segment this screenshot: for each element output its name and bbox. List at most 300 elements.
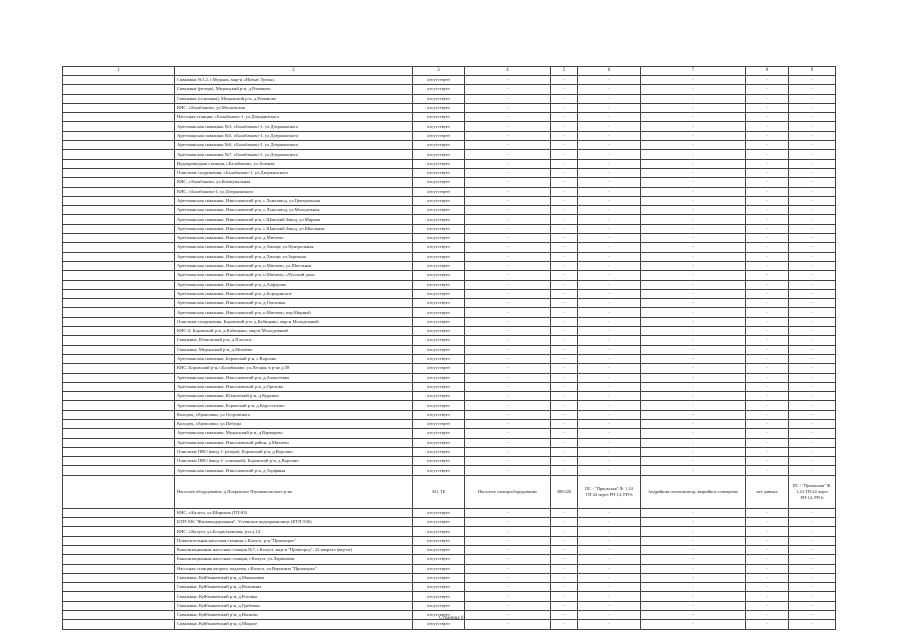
table-cell: отсутствует bbox=[413, 555, 465, 564]
table-cell: Насосное электрооборудование bbox=[465, 475, 551, 508]
table-cell: - bbox=[465, 317, 551, 326]
table-row bbox=[63, 103, 836, 112]
table-cell: - bbox=[641, 215, 746, 224]
table-cell: - bbox=[746, 178, 789, 187]
table-cell: Артезианская скважина, Износковский р-н, с.Льнозавод, ул.Центральная bbox=[175, 196, 413, 205]
table-cell: - bbox=[789, 243, 836, 252]
table-cell: Артезианская скважина, Износковский р-н, с.Шанский Завод, ул.Мирная bbox=[175, 215, 413, 224]
table-row bbox=[63, 527, 836, 536]
table-cell: - bbox=[578, 438, 641, 447]
table-cell: отсутствует bbox=[413, 224, 465, 233]
table-cell: Скважина, Куйбышевский р-н, д.Роговка bbox=[175, 592, 413, 601]
table-row bbox=[63, 392, 836, 401]
table-cell: - bbox=[641, 518, 746, 527]
table-cell: - bbox=[746, 536, 789, 545]
table-cell: отсутствует bbox=[413, 392, 465, 401]
table-row bbox=[63, 564, 836, 573]
table-cell: - bbox=[465, 555, 551, 564]
table-cell: отсутствует bbox=[413, 447, 465, 456]
table-cell: отсутствует bbox=[413, 308, 465, 317]
table-cell: - bbox=[465, 564, 551, 573]
table-cell: - bbox=[578, 317, 641, 326]
table-cell: - bbox=[746, 224, 789, 233]
table-cell: - bbox=[789, 527, 836, 536]
table-cell: - bbox=[789, 401, 836, 410]
table-row bbox=[63, 466, 836, 475]
table-cell: - bbox=[465, 150, 551, 159]
table-cell: - bbox=[551, 620, 578, 629]
table-row bbox=[63, 113, 836, 122]
table-cell: - bbox=[746, 85, 789, 94]
table-cell: - bbox=[746, 466, 789, 475]
table-cell: - bbox=[641, 271, 746, 280]
table-row bbox=[63, 345, 836, 354]
table-cell: - bbox=[551, 261, 578, 270]
table-cell: - bbox=[641, 85, 746, 94]
table-cell: - bbox=[641, 317, 746, 326]
table-cell: - bbox=[578, 94, 641, 103]
table-cell: - bbox=[641, 555, 746, 564]
table-row bbox=[63, 141, 836, 150]
table-cell: - bbox=[641, 401, 746, 410]
table-row bbox=[63, 271, 836, 280]
table-cell: - bbox=[578, 76, 641, 85]
table-cell: отсутствует bbox=[413, 206, 465, 215]
table-cell: - bbox=[465, 466, 551, 475]
table-cell: - bbox=[789, 122, 836, 131]
table-cell bbox=[63, 564, 175, 573]
table-cell: - bbox=[746, 94, 789, 103]
table-cell bbox=[63, 76, 175, 85]
table-cell: - bbox=[789, 252, 836, 261]
table-cell: - bbox=[789, 317, 836, 326]
table-cell: - bbox=[465, 113, 551, 122]
table-cell: - bbox=[789, 555, 836, 564]
table-cell: Артезианская скважина, Боровский р-н, д.Коростелево bbox=[175, 401, 413, 410]
table-cell: - bbox=[746, 252, 789, 261]
table-cell: 380/220 bbox=[551, 475, 578, 508]
table-row bbox=[63, 289, 836, 298]
header-cell: 5 bbox=[551, 67, 578, 76]
table-cell: - bbox=[578, 564, 641, 573]
table-cell: - bbox=[465, 131, 551, 140]
table-cell: - bbox=[578, 620, 641, 629]
table-cell: - bbox=[465, 611, 551, 620]
table-cell bbox=[63, 103, 175, 112]
table-cell: - bbox=[641, 545, 746, 554]
table-cell: Очистные сооружения, г.Балабаново-1, ул.Дзержинского bbox=[175, 168, 413, 177]
table-cell: - bbox=[746, 122, 789, 131]
table-cell: Скважина, Куйбышевский р-н, д.Мамоновка bbox=[175, 573, 413, 582]
table-cell: - bbox=[465, 271, 551, 280]
table-cell: отсутствует bbox=[413, 564, 465, 573]
table-cell: - bbox=[789, 76, 836, 85]
table-row bbox=[63, 196, 836, 205]
table-cell: - bbox=[465, 261, 551, 270]
table-cell: - bbox=[551, 280, 578, 289]
table-cell bbox=[63, 122, 175, 131]
table-cell: - bbox=[641, 336, 746, 345]
table-cell: Насосная станция второго подъема, г.Калуга, ул.Веригина "Приокорье" bbox=[175, 564, 413, 573]
table-row-detailed bbox=[63, 475, 836, 508]
table-cell: отсутствует bbox=[413, 457, 465, 466]
table-cell: - bbox=[641, 206, 746, 215]
table-cell bbox=[63, 289, 175, 298]
table-cell: - bbox=[551, 206, 578, 215]
table-cell: - bbox=[789, 289, 836, 298]
table-cell: - bbox=[641, 299, 746, 308]
table-cell: - bbox=[789, 150, 836, 159]
table-cell: отсутствует bbox=[413, 536, 465, 545]
table-cell: - bbox=[641, 354, 746, 363]
table-cell: - bbox=[578, 466, 641, 475]
table-cell bbox=[63, 518, 175, 527]
table-cell: - bbox=[578, 345, 641, 354]
table-cell: - bbox=[746, 336, 789, 345]
table-cell: - bbox=[465, 373, 551, 382]
data-table bbox=[62, 66, 836, 630]
table-cell bbox=[63, 573, 175, 582]
table-cell: КНС-2, Боровский р-н, д.Кабицыно, мкр-н Молодежный bbox=[175, 327, 413, 336]
table-row bbox=[63, 122, 836, 131]
table-cell: - bbox=[789, 438, 836, 447]
table-cell: КНС, г.Калуга, ул.Болдюсьевская, р-н д.14 bbox=[175, 527, 413, 536]
table-cell: - bbox=[578, 527, 641, 536]
table-cell: - bbox=[789, 373, 836, 382]
table-cell: - bbox=[465, 196, 551, 205]
table-cell: отсутствует bbox=[413, 76, 465, 85]
table-cell: КНС, г.Балабаново, ул.Коммунальная bbox=[175, 178, 413, 187]
table-cell: - bbox=[551, 382, 578, 391]
table-cell: - bbox=[578, 234, 641, 243]
table-cell: - bbox=[789, 141, 836, 150]
table-cell: - bbox=[465, 336, 551, 345]
table-row bbox=[63, 150, 836, 159]
table-row bbox=[63, 178, 836, 187]
table-cell: - bbox=[465, 592, 551, 601]
table-row bbox=[63, 336, 836, 345]
table-cell: - bbox=[641, 447, 746, 456]
table-cell: - bbox=[789, 308, 836, 317]
table-cell: Скважина (резерв), Медынский р-н, д.Романово bbox=[175, 85, 413, 94]
table-row bbox=[63, 429, 836, 438]
table-row bbox=[63, 382, 836, 391]
table-cell: - bbox=[465, 429, 551, 438]
table-cell: - bbox=[746, 518, 789, 527]
table-cell: Очистные ПВО (ввод 2- основной), Боровский р-н, д.Ворсино bbox=[175, 457, 413, 466]
table-row bbox=[63, 131, 836, 140]
table-cell: - bbox=[551, 601, 578, 610]
table-cell: - bbox=[789, 113, 836, 122]
table-cell: Артезианская скважина, Износковский р-н, п.Мятлево, «Русский дом» bbox=[175, 271, 413, 280]
table-cell: отсутствует bbox=[413, 113, 465, 122]
table-cell: - bbox=[746, 150, 789, 159]
table-cell: - bbox=[578, 364, 641, 373]
table-cell: - bbox=[465, 447, 551, 456]
table-cell: - bbox=[551, 354, 578, 363]
table-cell: - bbox=[746, 299, 789, 308]
table-cell: - bbox=[578, 131, 641, 140]
table-cell: Скважина, Куйбышевский р-н, д.Васково bbox=[175, 611, 413, 620]
table-cell: - bbox=[578, 601, 641, 610]
table-cell: - bbox=[789, 224, 836, 233]
table-cell: - bbox=[465, 94, 551, 103]
table-row bbox=[63, 327, 836, 336]
table-cell: отсутствует bbox=[413, 601, 465, 610]
table-cell: - bbox=[789, 94, 836, 103]
table-cell bbox=[63, 429, 175, 438]
table-cell bbox=[63, 317, 175, 326]
table-cell bbox=[63, 215, 175, 224]
table-cell: отсутствует bbox=[413, 94, 465, 103]
table-cell: - bbox=[551, 611, 578, 620]
table-cell: отсутствует bbox=[413, 364, 465, 373]
table-cell: Артезианская скважина, Износковский р-н, с.Льнозавод, ул.Молодежная bbox=[175, 206, 413, 215]
table-cell: - bbox=[465, 141, 551, 150]
table-cell: - bbox=[641, 122, 746, 131]
table-cell: - bbox=[789, 327, 836, 336]
table-cell: - bbox=[551, 85, 578, 94]
table-cell bbox=[63, 410, 175, 419]
table-cell: - bbox=[551, 168, 578, 177]
table-cell: отсутствует bbox=[413, 168, 465, 177]
table-cell bbox=[63, 466, 175, 475]
table-cell: - bbox=[746, 573, 789, 582]
table-cell: Артезианская скважина, Износковский р-н, д.Ольховка bbox=[175, 299, 413, 308]
table-cell bbox=[63, 419, 175, 428]
table-cell: - bbox=[465, 206, 551, 215]
table-cell bbox=[63, 85, 175, 94]
table-cell: - bbox=[746, 564, 789, 573]
table-cell: - bbox=[551, 122, 578, 131]
table-row bbox=[63, 215, 836, 224]
table-cell: - bbox=[578, 122, 641, 131]
table-cell: Артезианская скважина, Износковский р-н, п.Мятлево, ул.Школьная bbox=[175, 261, 413, 270]
table-cell: - bbox=[641, 196, 746, 205]
table-cell: - bbox=[578, 327, 641, 336]
table-cell: - bbox=[551, 429, 578, 438]
table-cell: - bbox=[465, 76, 551, 85]
table-cell: - bbox=[578, 555, 641, 564]
table-cell: - bbox=[465, 289, 551, 298]
table-cell bbox=[63, 234, 175, 243]
table-cell: - bbox=[465, 252, 551, 261]
table-cell bbox=[63, 327, 175, 336]
table-cell: - bbox=[551, 508, 578, 517]
table-cell: Артезианская скважина, Износковский р-н, д.Хвощи, ул.Заречная bbox=[175, 252, 413, 261]
table-cell: - bbox=[551, 527, 578, 536]
table-cell: отсутствует bbox=[413, 573, 465, 582]
table-cell: - bbox=[746, 592, 789, 601]
table-cell: - bbox=[578, 224, 641, 233]
table-row bbox=[63, 518, 836, 527]
table-cell: - bbox=[641, 508, 746, 517]
table-cell: - bbox=[551, 243, 578, 252]
table-cell: - bbox=[551, 373, 578, 382]
table-cell: - bbox=[641, 583, 746, 592]
table-cell: - bbox=[641, 168, 746, 177]
table-cell: - bbox=[465, 536, 551, 545]
table-cell: - bbox=[551, 327, 578, 336]
table-cell: отсутствует bbox=[413, 620, 465, 629]
table-cell: - bbox=[641, 150, 746, 159]
table-cell: - bbox=[746, 243, 789, 252]
table-cell: - bbox=[551, 234, 578, 243]
header-cell: 1 bbox=[63, 67, 175, 76]
table-cell bbox=[63, 280, 175, 289]
table-cell: - bbox=[465, 159, 551, 168]
table-row bbox=[63, 508, 836, 517]
table-cell: - bbox=[465, 85, 551, 94]
table-cell: - bbox=[641, 438, 746, 447]
table-cell: - bbox=[578, 289, 641, 298]
table-cell: - bbox=[641, 131, 746, 140]
table-cell: - bbox=[641, 620, 746, 629]
table-cell: - bbox=[551, 555, 578, 564]
table-cell: - bbox=[789, 206, 836, 215]
table-cell: - bbox=[465, 215, 551, 224]
table-cell: - bbox=[641, 457, 746, 466]
table-cell bbox=[63, 243, 175, 252]
table-cell: - bbox=[578, 373, 641, 382]
table-cell: отсутствует bbox=[413, 141, 465, 150]
table-cell: - bbox=[465, 299, 551, 308]
table-cell: - bbox=[578, 103, 641, 112]
table-cell: - bbox=[465, 308, 551, 317]
table-cell: отсутствует bbox=[413, 545, 465, 554]
table-row bbox=[63, 555, 836, 564]
table-cell: отсутствует bbox=[413, 289, 465, 298]
table-cell: - bbox=[641, 103, 746, 112]
table-cell: - bbox=[746, 196, 789, 205]
table-cell: КТП-536 "Жилишодорожная", Угтинское водохранилище (КТП-536) bbox=[175, 518, 413, 527]
table-cell: - bbox=[746, 345, 789, 354]
table-cell bbox=[63, 168, 175, 177]
table-cell: Артезианская скважина, Износковский р-н, д.Алферово bbox=[175, 280, 413, 289]
table-cell: Скважина, Куйбышевский р-н, д.Грабовка bbox=[175, 601, 413, 610]
table-cell: - bbox=[465, 583, 551, 592]
header-cell: 7 bbox=[641, 67, 746, 76]
table-cell bbox=[63, 113, 175, 122]
table-cell: - bbox=[551, 141, 578, 150]
table-row bbox=[63, 438, 836, 447]
table-cell: отсутствует bbox=[413, 261, 465, 270]
table-cell: - bbox=[551, 76, 578, 85]
header-cell: 4 bbox=[465, 67, 551, 76]
table-row bbox=[63, 261, 836, 270]
table-cell: отсутствует bbox=[413, 103, 465, 112]
table-cell: ПС - "Приокская" Ф. 1,24 ТП-24 через РП-14, РП-6 bbox=[789, 475, 836, 508]
table-cell: отсутствует bbox=[413, 466, 465, 475]
table-cell: - bbox=[578, 196, 641, 205]
table-cell: - bbox=[551, 536, 578, 545]
table-cell: - bbox=[789, 178, 836, 187]
table-cell: Колодец, г.Ермолино, ул.Победы bbox=[175, 419, 413, 428]
table-cell: - bbox=[578, 410, 641, 419]
table-cell: отсутствует bbox=[413, 419, 465, 428]
table-cell bbox=[63, 159, 175, 168]
table-cell: отсутствует bbox=[413, 187, 465, 196]
table-cell: - bbox=[641, 289, 746, 298]
table-row bbox=[63, 85, 836, 94]
table-cell: - bbox=[746, 382, 789, 391]
table-cell: - bbox=[465, 234, 551, 243]
table-cell: - bbox=[746, 103, 789, 112]
table-cell: - bbox=[746, 419, 789, 428]
table-row bbox=[63, 94, 836, 103]
table-cell: - bbox=[578, 150, 641, 159]
table-row bbox=[63, 354, 836, 363]
table-cell bbox=[63, 401, 175, 410]
table-cell: Артезианская скважина №3, г.Балабаново-1, ул.Дзержинского bbox=[175, 122, 413, 131]
table-cell: - bbox=[551, 457, 578, 466]
table-cell: КНС, Боровский р-н, г.Балабаново, ул.Лесная, в р-не д.58 bbox=[175, 364, 413, 373]
table-cell bbox=[63, 382, 175, 391]
table-cell: - bbox=[578, 243, 641, 252]
table-cell: отсутствует bbox=[413, 271, 465, 280]
table-cell: отсутствует bbox=[413, 131, 465, 140]
table-cell: - bbox=[465, 601, 551, 610]
table-cell: отсутствует bbox=[413, 85, 465, 94]
table-row bbox=[63, 364, 836, 373]
table-cell: - bbox=[578, 457, 641, 466]
table-cell: - bbox=[641, 601, 746, 610]
table-cell: отсутствует bbox=[413, 178, 465, 187]
table-cell bbox=[63, 150, 175, 159]
table-cell: - bbox=[789, 583, 836, 592]
table-cell: - bbox=[746, 187, 789, 196]
table-cell: Скважина №1,2, г.Медынь, мкр-н «Новые Луизы» bbox=[175, 76, 413, 85]
table-row bbox=[63, 373, 836, 382]
table-cell: отсутствует bbox=[413, 583, 465, 592]
table-cell: отсутствует bbox=[413, 429, 465, 438]
table-row bbox=[63, 401, 836, 410]
table-row bbox=[63, 159, 836, 168]
table-cell: Артезианская скважина, Износковский р-н, д.Бородинское bbox=[175, 289, 413, 298]
table-cell: - bbox=[551, 178, 578, 187]
table-cell: Артезианская скважина, Износковский р-н, д.Орехово bbox=[175, 382, 413, 391]
table-row bbox=[63, 252, 836, 261]
table-cell: - bbox=[746, 113, 789, 122]
table-cell: - bbox=[578, 392, 641, 401]
table-cell: нет данных bbox=[746, 475, 789, 508]
table-cell: - bbox=[789, 611, 836, 620]
table-cell: Колодец, г.Ермолино, ул.Островского bbox=[175, 410, 413, 419]
table-cell: - bbox=[641, 527, 746, 536]
table-cell: - bbox=[551, 583, 578, 592]
table-cell: - bbox=[578, 611, 641, 620]
table-cell: - bbox=[551, 187, 578, 196]
table-cell: - bbox=[789, 466, 836, 475]
table-row bbox=[63, 536, 836, 545]
table-cell: - bbox=[551, 299, 578, 308]
table-cell: - bbox=[551, 392, 578, 401]
table-cell bbox=[63, 620, 175, 629]
table-cell bbox=[63, 364, 175, 373]
page-number: Страница 61 bbox=[439, 616, 466, 621]
table-cell bbox=[63, 447, 175, 456]
table-row bbox=[63, 206, 836, 215]
table-cell: - bbox=[641, 178, 746, 187]
table-cell: ПС - "Приокская" Ф. 1,24 ТП-24 через РП-14, РП-6 bbox=[578, 475, 641, 508]
table-cell bbox=[63, 438, 175, 447]
table-cell: - bbox=[641, 419, 746, 428]
table-cell: - bbox=[789, 215, 836, 224]
table-cell: - bbox=[789, 382, 836, 391]
table-cell: - bbox=[551, 345, 578, 354]
table-cell: - bbox=[746, 373, 789, 382]
table-cell: КНС, г.Балабаново, ул.Московская bbox=[175, 103, 413, 112]
